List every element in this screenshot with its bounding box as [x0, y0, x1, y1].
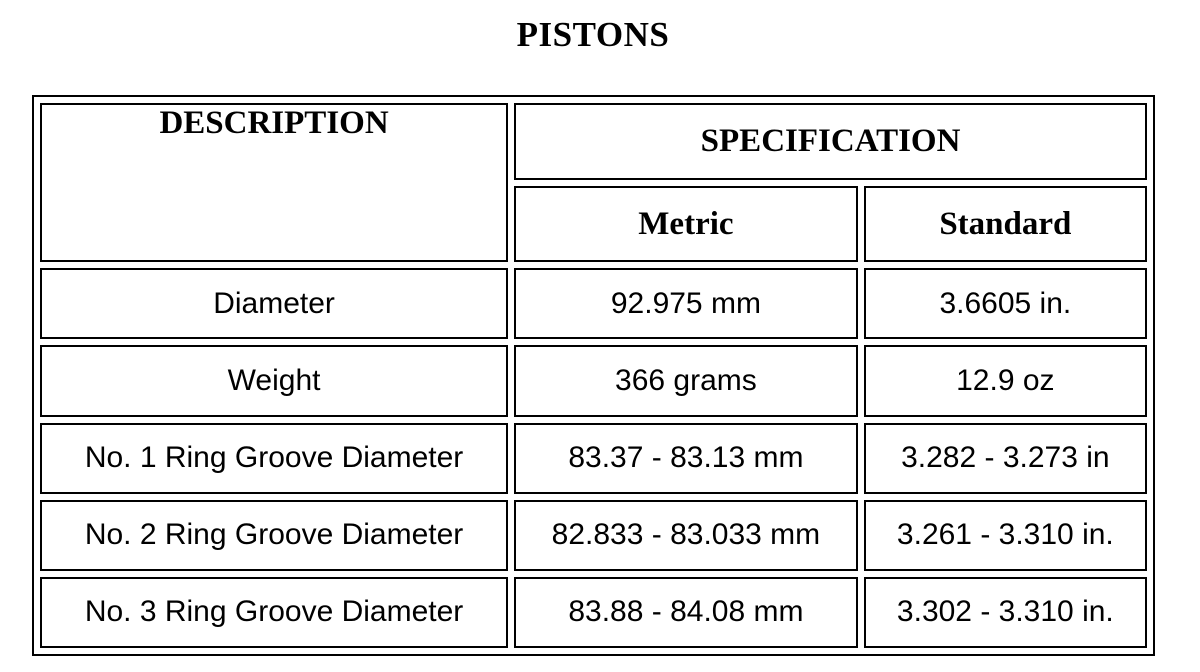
row-metric: 83.37 - 83.13 mm — [514, 423, 858, 494]
row-metric: 82.833 - 83.033 mm — [514, 500, 858, 571]
row-standard: 3.6605 in. — [864, 268, 1147, 339]
row-description: Diameter — [40, 268, 508, 339]
row-description: Weight — [40, 345, 508, 416]
header-description: DESCRIPTION — [40, 103, 508, 262]
row-metric: 366 grams — [514, 345, 858, 416]
header-row-1 — [40, 103, 1147, 180]
row-metric: 83.88 - 84.08 mm — [514, 577, 858, 648]
header-metric: Metric — [514, 186, 858, 262]
row-description: No. 2 Ring Groove Diameter — [40, 500, 508, 571]
row-metric: 92.975 mm — [514, 268, 858, 339]
table-row — [40, 268, 1147, 339]
table-row — [40, 500, 1147, 571]
table-row — [40, 345, 1147, 416]
page-title: PISTONS — [516, 15, 670, 54]
header-standard: Standard — [864, 186, 1147, 262]
row-standard: 12.9 oz — [864, 345, 1147, 416]
row-standard: 3.282 - 3.273 in — [864, 423, 1147, 494]
pistons-spec-table — [32, 95, 1155, 656]
row-standard: 3.302 - 3.310 in. — [864, 577, 1147, 648]
row-standard: 3.261 - 3.310 in. — [864, 500, 1147, 571]
table-row — [40, 577, 1147, 648]
row-description: No. 1 Ring Groove Diameter — [40, 423, 508, 494]
table-row — [40, 423, 1147, 494]
header-specification: SPECIFICATION — [514, 103, 1147, 180]
row-description: No. 3 Ring Groove Diameter — [40, 577, 508, 648]
